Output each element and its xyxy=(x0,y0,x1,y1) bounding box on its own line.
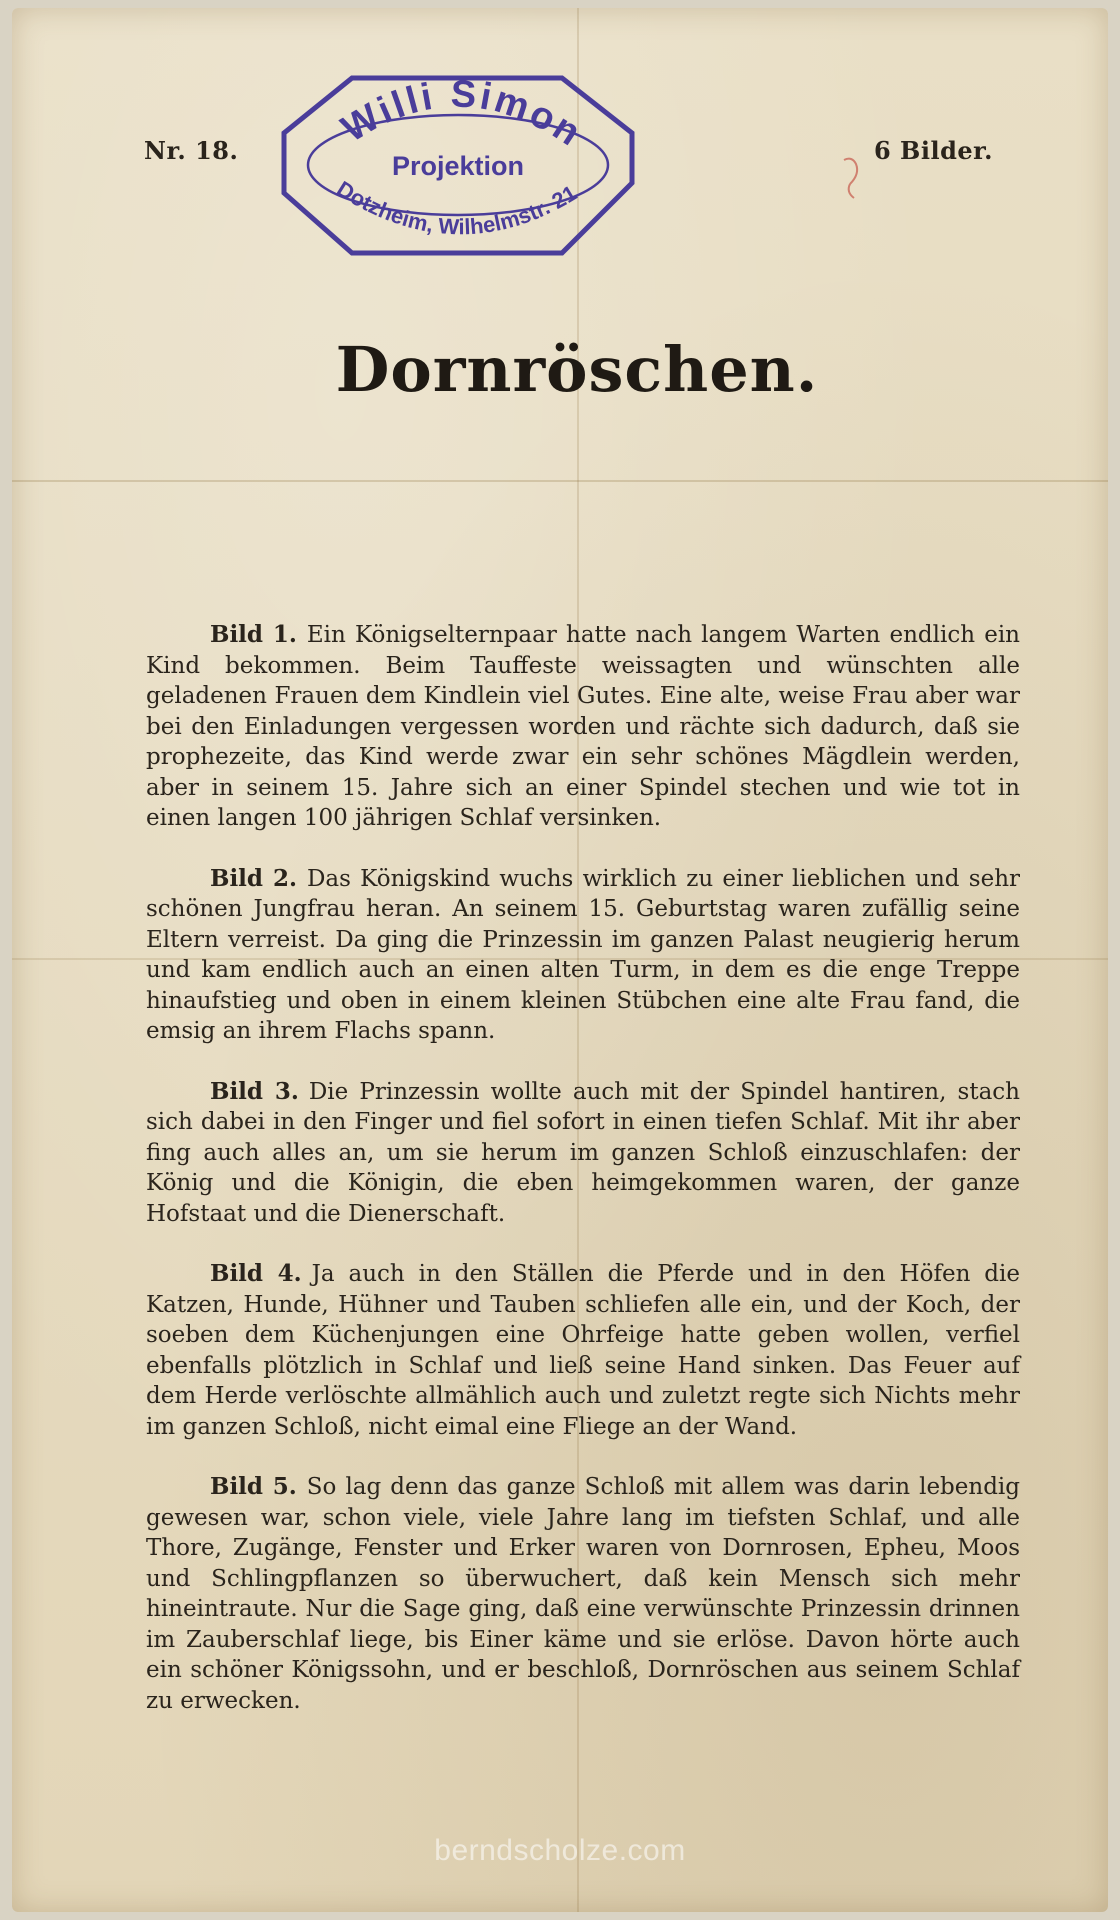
paragraph-text: Ein Königselternpaar hatte nach langem Warten endlich ein Kind bekommen. Beim Tauffeste weissagten und wünschten alle geladenen Frauen dem Kindlein viel Gutes. Eine alte, weise Frau aber war bei den Einladungen vergessen worden und rächte sich dadurch, daß sie prophezeite, das Kind werde zwar ein sehr schönes Mägdlein werden, aber in seinem 15. Jahre sich an einer Spindel stechen und wie tot in einen langen 100 jährigen Schlaf versinken. xyxy=(146,622,1020,831)
document-page xyxy=(12,8,1108,1912)
paragraph-label: Bild 5. xyxy=(210,1473,297,1500)
svg-text:Dotzheim, Wilhelmstr. 21 xyxy=(332,176,581,240)
stamp-willi-simon xyxy=(262,63,654,268)
paragraph-label: Bild 4. xyxy=(210,1260,302,1287)
paragraph-bild-5 xyxy=(146,1472,1020,1716)
paragraph-text: So lag denn das ganze Schloß mit allem was darin lebendig gewesen war, schon viele, viele Jahre lang im tiefsten Schlaf, und alle Thore, Zugänge, Fenster und Erker waren von Dornrosen, Epheu, Moos und Schlingpflanzen so überwuchert, daß kein Mensch sich mehr hineintraute. Nur die Sage ging, daß eine verwünschte Prinzessin drinnen im Zauberschlaf liege, bis Einer käme und sie erlöse. Davon hörte auch ein schöner Königssohn, und er beschloß, Dornröschen aus seinem Schlaf zu erwecken. xyxy=(146,1474,1021,1714)
document-title: Dornröschen. xyxy=(335,333,819,406)
stamp-label: Projektion xyxy=(391,151,525,181)
pencil-mark xyxy=(838,154,868,202)
picture-count: 6 Bilder. xyxy=(874,136,993,165)
paragraph-bild-1 xyxy=(146,620,1020,834)
watermark: berndscholze.com xyxy=(434,1834,686,1867)
stamp-address: Dotzheim, Wilhelmstr. 21 xyxy=(332,175,582,240)
paragraph-bild-3 xyxy=(146,1077,1020,1230)
program-number: Nr. 18. xyxy=(144,136,239,165)
paragraph-text: Ja auch in den Ställen die Pferde und in den Höfen die Katzen, Hunde, Hühner und Tauben schliefen alle ein, und der Koch, der soeben dem Küchenjungen eine Ohrfeige hatte geben wollen, verfiel ebenfalls plötzlich in Schlaf und ließ seine Hand sinken. Das Feuer auf dem Herde verlöschte allmählich auch und zuletzt regte sich Nichts mehr im ganzen Schloß, nicht eimal eine Fliege an der Wand. xyxy=(146,1261,1020,1440)
story-body xyxy=(146,620,1020,1746)
paragraph-label: Bild 3. xyxy=(210,1077,299,1105)
paragraph-label: Bild 1. xyxy=(210,621,297,648)
stamp-name: Willi Simon xyxy=(334,73,591,156)
paragraph-bild-2 xyxy=(146,864,1020,1047)
paragraph-bild-4 xyxy=(146,1259,1020,1442)
fold-crease-horizontal xyxy=(12,480,1108,482)
paragraph-text: Die Prinzessin wollte auch mit der Spindel hantiren, stach sich dabei in den Finger und fiel sofort in einen tiefen Schlaf. Mit ihr aber fing auch alles an, um sie herum im ganzen Schloß einzuschlafen: der König und die Königin, die eben heimgekommen waren, der ganze Hofstaat und die Dienerschaft. xyxy=(146,1078,1020,1227)
paragraph-label: Bild 2. xyxy=(210,864,297,892)
svg-text:Willi Simon xyxy=(335,73,590,156)
paragraph-text: Das Königskind wuchs wirklich zu einer lieblichen und sehr schönen Jungfrau heran. An seinem 15. Geburtstag waren zufällig seine Eltern verreist. Da ging die Prinzessin im ganzen Palast neugierig herum und kam endlich auch an einen alten Turm, in dem es die enge Treppe hinaufstieg und oben in einem kleinen Stübchen eine alte Frau fand, die emsig an ihrem Flachs spann. xyxy=(146,865,1021,1044)
